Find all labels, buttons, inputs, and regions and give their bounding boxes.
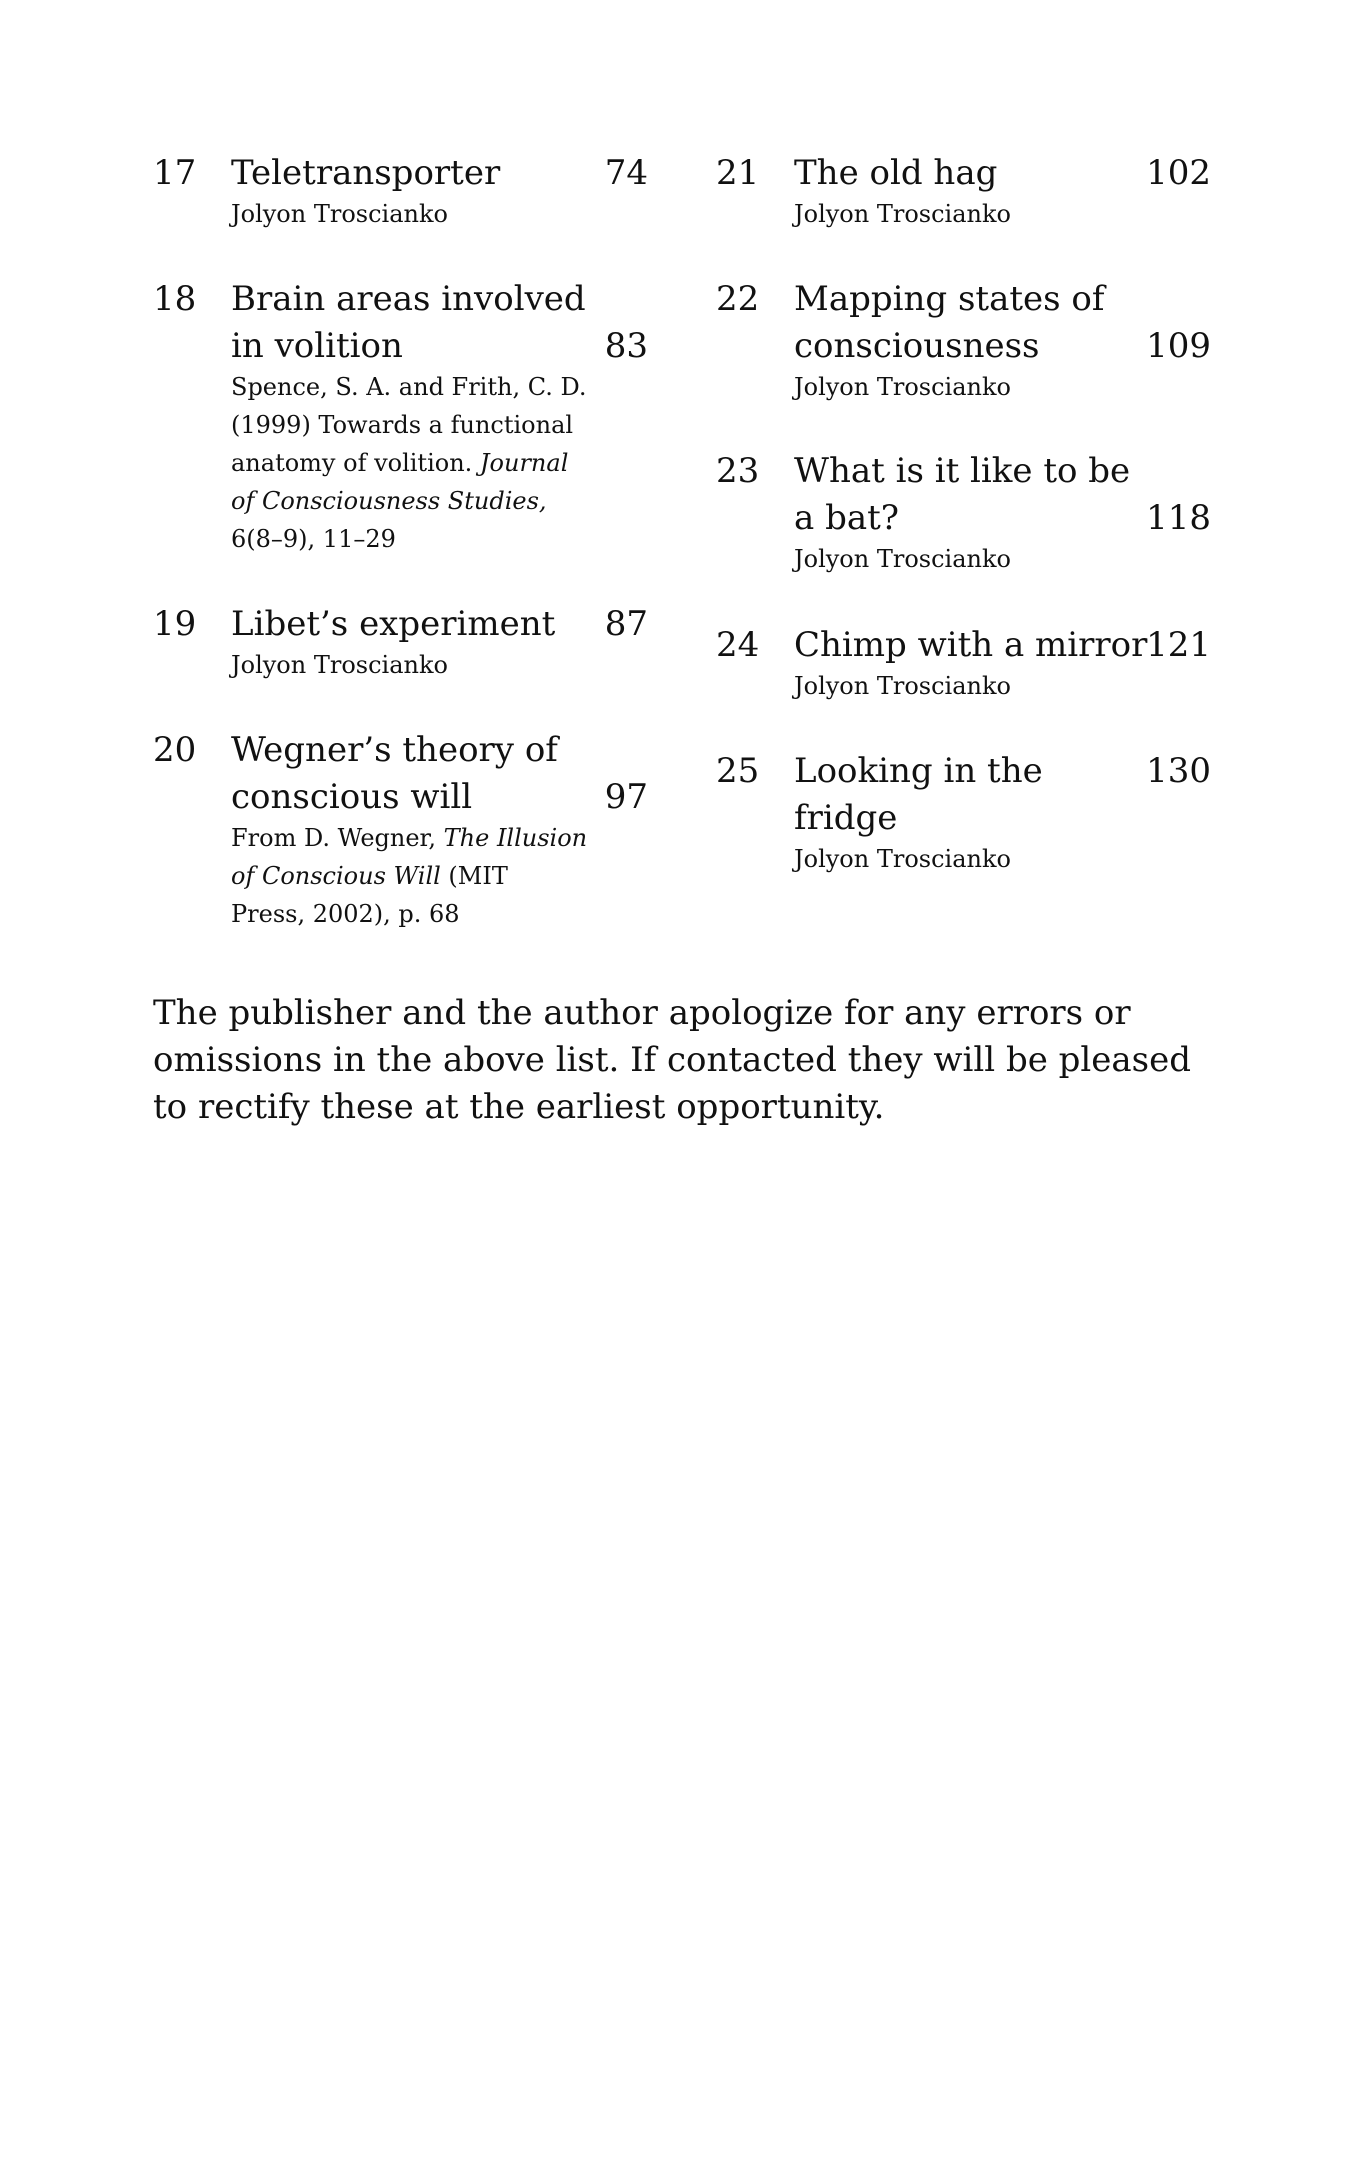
entry-title: Teletransporter xyxy=(231,153,501,193)
entry-title: What is it like to be a bat? xyxy=(794,451,1131,538)
entry-credit: Jolyon Troscianko xyxy=(794,545,1011,573)
right-column xyxy=(716,150,1211,874)
entry-number: 22 xyxy=(716,279,760,319)
entry-17 xyxy=(153,150,648,276)
entry-19 xyxy=(153,601,648,727)
entry-title: Mapping states of consciousness xyxy=(794,279,1105,366)
entry-20 xyxy=(153,727,648,937)
entry-page: 121 xyxy=(1146,625,1211,665)
entry-18 xyxy=(153,276,648,601)
left-column xyxy=(153,150,648,937)
entry-title: Libet’s experiment xyxy=(231,604,556,644)
entry-number: 21 xyxy=(716,153,760,193)
credit-journal: Journal of Consciousness Studies, xyxy=(231,449,569,515)
entry-page: 74 xyxy=(604,153,648,193)
credit-text: Spence, S. A. and Frith, C. D. (1999) Towards a functional anatomy of volition. xyxy=(231,373,587,477)
entry-title: Wegner’s theory of conscious will xyxy=(231,730,558,817)
entry-22 xyxy=(716,276,1211,448)
entry-page: 87 xyxy=(604,604,648,644)
entry-title: Brain areas involved in volition xyxy=(231,279,586,366)
entry-title: Looking in the fridge xyxy=(794,751,1043,838)
entry-25 xyxy=(716,748,1211,874)
entry-page: 102 xyxy=(1146,153,1211,193)
entry-number: 23 xyxy=(716,451,760,491)
entry-number: 25 xyxy=(716,751,760,791)
entry-number: 17 xyxy=(153,153,197,193)
entry-page: 109 xyxy=(1146,326,1211,366)
entry-number: 24 xyxy=(716,625,760,665)
entry-credit: Jolyon Troscianko xyxy=(794,672,1011,700)
entry-page: 130 xyxy=(1146,751,1211,791)
entry-23 xyxy=(716,448,1211,622)
entry-credit: Jolyon Troscianko xyxy=(794,373,1011,401)
credit-text: (MIT Press, 2002), p. 68 xyxy=(231,862,508,928)
entry-number: 18 xyxy=(153,279,197,319)
entry-credit: Jolyon Troscianko xyxy=(231,200,448,228)
entry-credit xyxy=(231,819,588,933)
entry-credit: Jolyon Troscianko xyxy=(794,845,1011,873)
entry-credit xyxy=(231,368,588,558)
publisher-note: The publisher and the author apologize for any errors or omissions in the above list. If contacted they will be pleased to rectify these at the earliest opportunity. xyxy=(153,993,1192,1127)
entry-number: 19 xyxy=(153,604,197,644)
credit-text: 6(8–9), 11–29 xyxy=(231,525,396,553)
entry-page: 97 xyxy=(604,777,648,817)
entry-title: The old hag xyxy=(794,153,998,193)
entry-21 xyxy=(716,150,1211,276)
credit-text: From D. Wegner, xyxy=(231,824,444,852)
entry-24 xyxy=(716,622,1211,748)
entry-credit: Jolyon Troscianko xyxy=(231,651,448,679)
entry-page: 83 xyxy=(604,326,648,366)
credit-book-title: The Illusion of Conscious Will xyxy=(231,824,588,890)
entry-credit: Jolyon Troscianko xyxy=(794,200,1011,228)
entry-title: Chimp with a mirror xyxy=(794,625,1148,665)
entry-page: 118 xyxy=(1146,498,1211,538)
entry-number: 20 xyxy=(153,730,197,770)
